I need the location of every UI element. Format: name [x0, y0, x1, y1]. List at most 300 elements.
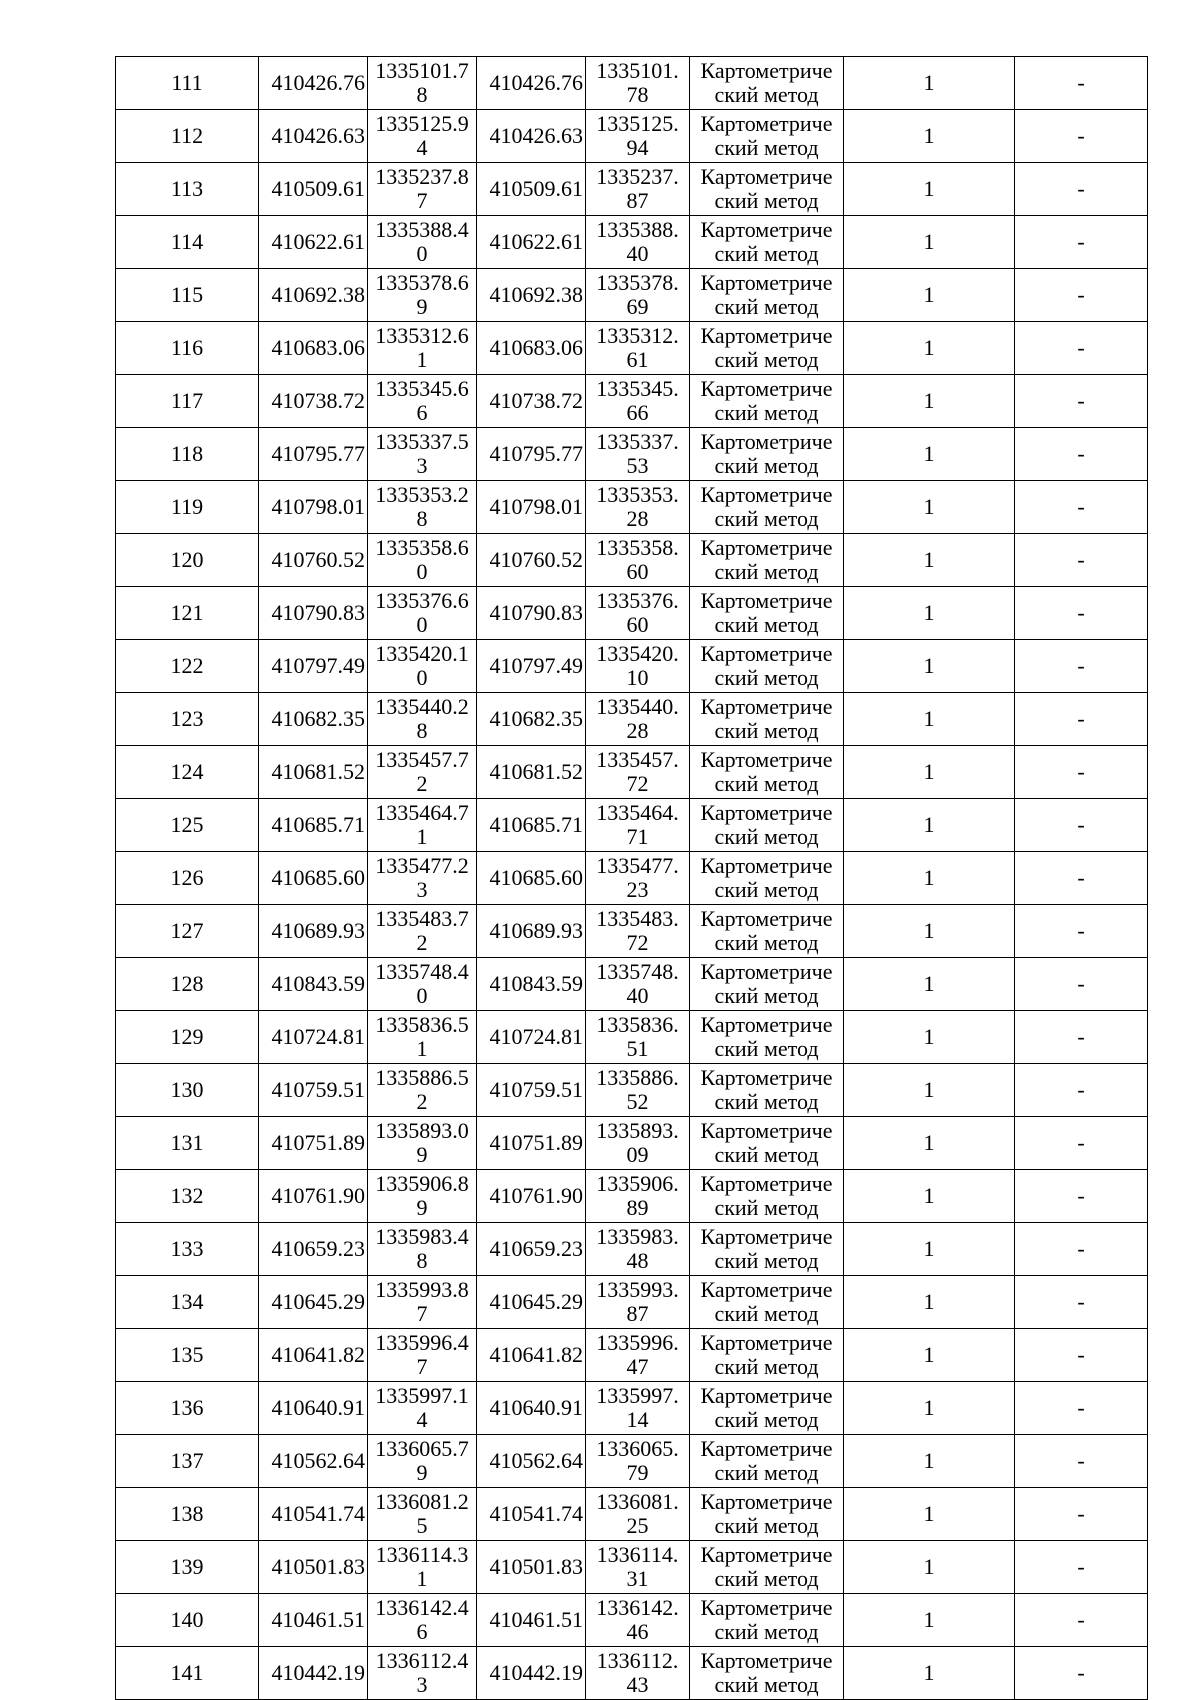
description-cell: -	[1015, 587, 1148, 640]
accuracy-cell: 1	[844, 587, 1015, 640]
x-coordinate-new-cell: 410682.35	[477, 693, 586, 746]
x-coordinate-cell: 410760.52	[259, 534, 368, 587]
method-cell-line-1: Картометриче	[700, 1649, 833, 1673]
y-coordinate-cell	[368, 110, 477, 163]
y-coordinate-new-cell-line-2: 69	[626, 294, 649, 319]
y-coordinate-cell-text	[368, 1278, 476, 1326]
table-row	[116, 1223, 1148, 1276]
method-cell-line-1: Картометриче	[700, 112, 833, 136]
x-coordinate-new-cell: 410501.83	[477, 1541, 586, 1594]
y-coordinate-new-cell-line-2: 23	[626, 877, 649, 902]
table-row	[116, 1329, 1148, 1382]
description-cell: -	[1015, 1594, 1148, 1647]
point-number-cell: 136	[116, 1382, 259, 1435]
y-coordinate-cell-text	[368, 642, 476, 690]
y-coordinate-new-cell	[586, 322, 690, 375]
method-cell-text	[690, 1119, 843, 1167]
point-number-cell: 113	[116, 163, 259, 216]
method-cell-line-2: ский метод	[714, 1619, 819, 1644]
accuracy-cell: 1	[844, 852, 1015, 905]
y-coordinate-cell-line-2: 2	[416, 930, 428, 955]
y-coordinate-cell	[368, 1594, 477, 1647]
y-coordinate-new-cell	[586, 534, 690, 587]
accuracy-cell: 1	[844, 534, 1015, 587]
method-cell	[690, 269, 844, 322]
y-coordinate-cell-text	[368, 1172, 476, 1220]
y-coordinate-new-cell	[586, 1170, 690, 1223]
method-cell-line-2: ский метод	[714, 665, 819, 690]
y-coordinate-cell-line-2: 8	[416, 1248, 428, 1273]
y-coordinate-new-cell-line-2: 87	[626, 1301, 649, 1326]
y-coordinate-new-cell-line-2: 48	[626, 1248, 649, 1273]
y-coordinate-cell-text	[368, 748, 476, 796]
y-coordinate-new-cell	[586, 693, 690, 746]
y-coordinate-cell-text	[368, 1225, 476, 1273]
y-coordinate-cell-line-1: 1335748.4	[375, 960, 469, 984]
point-number-cell: 125	[116, 799, 259, 852]
y-coordinate-new-cell-line-2: 79	[626, 1460, 649, 1485]
y-coordinate-cell-line-1: 1335353.2	[375, 483, 469, 507]
y-coordinate-cell	[368, 1541, 477, 1594]
y-coordinate-new-cell-line-1: 1335237.	[596, 165, 679, 189]
x-coordinate-cell: 410509.61	[259, 163, 368, 216]
y-coordinate-new-cell-text	[586, 1119, 689, 1167]
y-coordinate-cell-line-1: 1336142.4	[375, 1596, 469, 1620]
method-cell-text	[690, 1649, 843, 1697]
y-coordinate-new-cell-line-1: 1335101.	[596, 59, 679, 83]
method-cell	[690, 1223, 844, 1276]
y-coordinate-cell-text	[368, 112, 476, 160]
x-coordinate-new-cell: 410685.60	[477, 852, 586, 905]
y-coordinate-new-cell-line-1: 1335748.	[596, 960, 679, 984]
accuracy-cell: 1	[844, 1541, 1015, 1594]
description-cell: -	[1015, 958, 1148, 1011]
y-coordinate-new-cell-line-1: 1335353.	[596, 483, 679, 507]
x-coordinate-new-cell: 410760.52	[477, 534, 586, 587]
accuracy-cell: 1	[844, 1329, 1015, 1382]
x-coordinate-cell: 410659.23	[259, 1223, 368, 1276]
y-coordinate-cell-text	[368, 1490, 476, 1538]
y-coordinate-cell	[368, 322, 477, 375]
table-row	[116, 110, 1148, 163]
y-coordinate-new-cell-line-2: 40	[626, 983, 649, 1008]
y-coordinate-cell-line-2: 4	[416, 1407, 428, 1432]
x-coordinate-new-cell: 410692.38	[477, 269, 586, 322]
y-coordinate-new-cell-line-1: 1335337.	[596, 430, 679, 454]
y-coordinate-cell-line-1: 1335483.7	[375, 907, 469, 931]
y-coordinate-cell-line-1: 1336114.3	[375, 1543, 469, 1567]
table-row	[116, 1382, 1148, 1435]
x-coordinate-cell: 410689.93	[259, 905, 368, 958]
point-number-cell: 123	[116, 693, 259, 746]
y-coordinate-new-cell-line-1: 1335893.	[596, 1119, 679, 1143]
x-coordinate-cell: 410683.06	[259, 322, 368, 375]
description-cell: -	[1015, 163, 1148, 216]
y-coordinate-cell	[368, 905, 477, 958]
method-cell-line-1: Картометриче	[700, 1225, 833, 1249]
point-number-cell: 121	[116, 587, 259, 640]
x-coordinate-new-cell: 410640.91	[477, 1382, 586, 1435]
method-cell-text	[690, 536, 843, 584]
method-cell-line-1: Картометриче	[700, 430, 833, 454]
method-cell-text	[690, 165, 843, 213]
y-coordinate-cell-text	[368, 1649, 476, 1697]
method-cell-text	[690, 960, 843, 1008]
description-cell: -	[1015, 375, 1148, 428]
method-cell-text	[690, 907, 843, 955]
x-coordinate-new-cell: 410442.19	[477, 1647, 586, 1700]
y-coordinate-new-cell-line-2: 94	[626, 135, 649, 160]
y-coordinate-cell-line-1: 1335337.5	[375, 430, 469, 454]
description-cell: -	[1015, 1435, 1148, 1488]
y-coordinate-new-cell-line-1: 1335836.	[596, 1013, 679, 1037]
x-coordinate-cell: 410761.90	[259, 1170, 368, 1223]
accuracy-cell: 1	[844, 905, 1015, 958]
y-coordinate-cell-text	[368, 854, 476, 902]
x-coordinate-cell: 410738.72	[259, 375, 368, 428]
y-coordinate-new-cell-line-2: 25	[626, 1513, 649, 1538]
method-cell-line-2: ский метод	[714, 612, 819, 637]
y-coordinate-cell-line-1: 1335886.5	[375, 1066, 469, 1090]
table-row	[116, 1488, 1148, 1541]
y-coordinate-cell-text	[368, 1119, 476, 1167]
x-coordinate-cell: 410759.51	[259, 1064, 368, 1117]
y-coordinate-cell-line-2: 9	[416, 1460, 428, 1485]
description-cell: -	[1015, 57, 1148, 110]
y-coordinate-new-cell-line-2: 43	[626, 1672, 649, 1697]
method-cell	[690, 1170, 844, 1223]
y-coordinate-new-cell	[586, 587, 690, 640]
y-coordinate-cell-line-2: 6	[416, 1619, 428, 1644]
y-coordinate-new-cell	[586, 640, 690, 693]
y-coordinate-new-cell-text	[586, 59, 689, 107]
method-cell-text	[690, 377, 843, 425]
method-cell-line-2: ский метод	[714, 135, 819, 160]
method-cell	[690, 1329, 844, 1382]
y-coordinate-new-cell-text	[586, 801, 689, 849]
point-number-cell: 130	[116, 1064, 259, 1117]
y-coordinate-new-cell-line-1: 1335464.	[596, 801, 679, 825]
y-coordinate-new-cell-line-2: 14	[626, 1407, 649, 1432]
x-coordinate-cell: 410751.89	[259, 1117, 368, 1170]
x-coordinate-new-cell: 410683.06	[477, 322, 586, 375]
table-row	[116, 428, 1148, 481]
y-coordinate-new-cell-text	[586, 748, 689, 796]
method-cell-text	[690, 589, 843, 637]
x-coordinate-cell: 410681.52	[259, 746, 368, 799]
y-coordinate-cell-line-2: 2	[416, 771, 428, 796]
method-cell-line-1: Картометриче	[700, 271, 833, 295]
x-coordinate-new-cell: 410843.59	[477, 958, 586, 1011]
y-coordinate-cell-line-2: 1	[416, 1036, 428, 1061]
point-number-cell: 126	[116, 852, 259, 905]
method-cell-line-2: ский метод	[714, 771, 819, 796]
y-coordinate-new-cell-line-2: 51	[626, 1036, 649, 1061]
y-coordinate-new-cell-line-2: 72	[626, 771, 649, 796]
method-cell	[690, 110, 844, 163]
y-coordinate-cell-line-1: 1335101.7	[375, 59, 469, 83]
y-coordinate-new-cell	[586, 799, 690, 852]
method-cell	[690, 905, 844, 958]
table-row	[116, 1064, 1148, 1117]
y-coordinate-new-cell	[586, 1435, 690, 1488]
method-cell-line-1: Картометриче	[700, 801, 833, 825]
y-coordinate-cell-line-2: 0	[416, 241, 428, 266]
method-cell-line-1: Картометриче	[700, 1596, 833, 1620]
y-coordinate-cell-text	[368, 1013, 476, 1061]
y-coordinate-cell-text	[368, 59, 476, 107]
accuracy-cell: 1	[844, 1223, 1015, 1276]
y-coordinate-cell-line-1: 1335388.4	[375, 218, 469, 242]
y-coordinate-new-cell-text	[586, 536, 689, 584]
description-cell: -	[1015, 640, 1148, 693]
y-coordinate-cell-text	[368, 589, 476, 637]
y-coordinate-cell	[368, 216, 477, 269]
y-coordinate-new-cell	[586, 905, 690, 958]
y-coordinate-new-cell-line-1: 1335483.	[596, 907, 679, 931]
y-coordinate-cell-text	[368, 1384, 476, 1432]
method-cell	[690, 640, 844, 693]
y-coordinate-new-cell	[586, 852, 690, 905]
method-cell-text	[690, 1013, 843, 1061]
method-cell-line-1: Картометриче	[700, 1013, 833, 1037]
x-coordinate-new-cell: 410795.77	[477, 428, 586, 481]
y-coordinate-new-cell-line-2: 87	[626, 188, 649, 213]
method-cell-line-2: ский метод	[714, 1089, 819, 1114]
point-number-cell: 116	[116, 322, 259, 375]
y-coordinate-cell-text	[368, 430, 476, 478]
table-row	[116, 1647, 1148, 1700]
y-coordinate-cell-text	[368, 1543, 476, 1591]
y-coordinate-cell	[368, 428, 477, 481]
y-coordinate-new-cell-text	[586, 695, 689, 743]
y-coordinate-cell-line-2: 9	[416, 294, 428, 319]
accuracy-cell: 1	[844, 322, 1015, 375]
y-coordinate-cell-text	[368, 1437, 476, 1485]
y-coordinate-cell-text	[368, 1066, 476, 1114]
x-coordinate-new-cell: 410738.72	[477, 375, 586, 428]
y-coordinate-cell	[368, 481, 477, 534]
method-cell-text	[690, 1066, 843, 1114]
y-coordinate-new-cell	[586, 269, 690, 322]
method-cell-text	[690, 748, 843, 796]
method-cell-text	[690, 695, 843, 743]
method-cell	[690, 958, 844, 1011]
y-coordinate-cell-line-2: 0	[416, 665, 428, 690]
method-cell-text	[690, 324, 843, 372]
method-cell-line-2: ский метод	[714, 82, 819, 107]
y-coordinate-cell-line-1: 1336112.4	[375, 1649, 469, 1673]
point-number-cell: 138	[116, 1488, 259, 1541]
y-coordinate-cell-line-2: 3	[416, 453, 428, 478]
method-cell-line-1: Картометриче	[700, 324, 833, 348]
y-coordinate-cell	[368, 1329, 477, 1382]
y-coordinate-cell-line-1: 1335464.7	[375, 801, 469, 825]
y-coordinate-new-cell-text	[586, 218, 689, 266]
y-coordinate-cell	[368, 1488, 477, 1541]
y-coordinate-new-cell	[586, 1488, 690, 1541]
method-cell-line-1: Картометриче	[700, 377, 833, 401]
description-cell: -	[1015, 905, 1148, 958]
method-cell-line-2: ский метод	[714, 718, 819, 743]
y-coordinate-cell-text	[368, 324, 476, 372]
y-coordinate-cell	[368, 163, 477, 216]
table-row	[116, 1276, 1148, 1329]
table-row	[116, 1117, 1148, 1170]
x-coordinate-cell: 410442.19	[259, 1647, 368, 1700]
point-number-cell: 139	[116, 1541, 259, 1594]
y-coordinate-new-cell-line-2: 71	[626, 824, 649, 849]
method-cell	[690, 1064, 844, 1117]
method-cell-line-2: ский метод	[714, 1354, 819, 1379]
point-number-cell: 133	[116, 1223, 259, 1276]
y-coordinate-new-cell-text	[586, 589, 689, 637]
y-coordinate-new-cell-line-2: 28	[626, 718, 649, 743]
y-coordinate-new-cell-line-1: 1335440.	[596, 695, 679, 719]
method-cell	[690, 1541, 844, 1594]
y-coordinate-new-cell	[586, 1594, 690, 1647]
description-cell: -	[1015, 1329, 1148, 1382]
description-cell: -	[1015, 110, 1148, 163]
y-coordinate-new-cell-text	[586, 377, 689, 425]
point-number-cell: 132	[116, 1170, 259, 1223]
y-coordinate-new-cell	[586, 1117, 690, 1170]
x-coordinate-cell: 410640.91	[259, 1382, 368, 1435]
y-coordinate-new-cell-text	[586, 1172, 689, 1220]
y-coordinate-new-cell-line-1: 1335312.	[596, 324, 679, 348]
point-number-cell: 124	[116, 746, 259, 799]
y-coordinate-cell-line-1: 1335312.6	[375, 324, 469, 348]
table-row	[116, 640, 1148, 693]
description-cell: -	[1015, 1541, 1148, 1594]
y-coordinate-cell-line-1: 1335440.2	[375, 695, 469, 719]
accuracy-cell: 1	[844, 375, 1015, 428]
y-coordinate-cell-line-2: 7	[416, 1354, 428, 1379]
accuracy-cell: 1	[844, 269, 1015, 322]
table-row	[116, 746, 1148, 799]
y-coordinate-cell-line-2: 0	[416, 559, 428, 584]
y-coordinate-new-cell	[586, 958, 690, 1011]
x-coordinate-new-cell: 410622.61	[477, 216, 586, 269]
x-coordinate-cell: 410461.51	[259, 1594, 368, 1647]
method-cell	[690, 428, 844, 481]
method-cell-line-2: ский метод	[714, 824, 819, 849]
y-coordinate-cell-line-1: 1335125.9	[375, 112, 469, 136]
method-cell-line-1: Картометриче	[700, 165, 833, 189]
method-cell-line-1: Картометриче	[700, 1172, 833, 1196]
y-coordinate-cell-text	[368, 536, 476, 584]
y-coordinate-new-cell-line-2: 89	[626, 1195, 649, 1220]
y-coordinate-new-cell-line-2: 53	[626, 453, 649, 478]
y-coordinate-cell	[368, 1011, 477, 1064]
method-cell-line-1: Картометриче	[700, 1119, 833, 1143]
method-cell-text	[690, 1331, 843, 1379]
table-row	[116, 163, 1148, 216]
y-coordinate-new-cell-line-1: 1336114.	[596, 1543, 679, 1567]
y-coordinate-new-cell	[586, 1647, 690, 1700]
x-coordinate-new-cell: 410426.76	[477, 57, 586, 110]
table-row	[116, 587, 1148, 640]
y-coordinate-cell-line-2: 2	[416, 1089, 428, 1114]
method-cell-line-2: ский метод	[714, 400, 819, 425]
y-coordinate-new-cell-text	[586, 165, 689, 213]
accuracy-cell: 1	[844, 958, 1015, 1011]
y-coordinate-new-cell	[586, 1276, 690, 1329]
x-coordinate-cell: 410685.60	[259, 852, 368, 905]
y-coordinate-new-cell	[586, 1223, 690, 1276]
y-coordinate-new-cell	[586, 57, 690, 110]
y-coordinate-new-cell-text	[586, 1331, 689, 1379]
x-coordinate-new-cell: 410761.90	[477, 1170, 586, 1223]
method-cell-line-2: ский метод	[714, 983, 819, 1008]
description-cell: -	[1015, 1223, 1148, 1276]
description-cell: -	[1015, 852, 1148, 905]
y-coordinate-new-cell-line-2: 46	[626, 1619, 649, 1644]
table-row	[116, 905, 1148, 958]
y-coordinate-cell-line-2: 9	[416, 1195, 428, 1220]
method-cell-text	[690, 1543, 843, 1591]
y-coordinate-cell-line-1: 1335345.6	[375, 377, 469, 401]
x-coordinate-cell: 410562.64	[259, 1435, 368, 1488]
description-cell: -	[1015, 481, 1148, 534]
y-coordinate-cell-line-2: 0	[416, 983, 428, 1008]
point-number-cell: 141	[116, 1647, 259, 1700]
point-number-cell: 117	[116, 375, 259, 428]
method-cell-text	[690, 1225, 843, 1273]
x-coordinate-new-cell: 410685.71	[477, 799, 586, 852]
y-coordinate-cell	[368, 693, 477, 746]
table-row	[116, 216, 1148, 269]
y-coordinate-cell	[368, 534, 477, 587]
y-coordinate-cell	[368, 1117, 477, 1170]
y-coordinate-new-cell-line-1: 1335997.	[596, 1384, 679, 1408]
y-coordinate-cell-line-1: 1335358.6	[375, 536, 469, 560]
y-coordinate-new-cell-text	[586, 1013, 689, 1061]
y-coordinate-new-cell-line-1: 1336081.	[596, 1490, 679, 1514]
description-cell: -	[1015, 799, 1148, 852]
accuracy-cell: 1	[844, 428, 1015, 481]
x-coordinate-cell: 410541.74	[259, 1488, 368, 1541]
y-coordinate-cell-text	[368, 483, 476, 531]
y-coordinate-new-cell-line-1: 1335358.	[596, 536, 679, 560]
y-coordinate-new-cell-line-2: 60	[626, 612, 649, 637]
x-coordinate-cell: 410790.83	[259, 587, 368, 640]
y-coordinate-new-cell-line-2: 47	[626, 1354, 649, 1379]
method-cell-line-2: ский метод	[714, 1248, 819, 1273]
method-cell-line-2: ский метод	[714, 1407, 819, 1432]
y-coordinate-new-cell-line-2: 78	[626, 82, 649, 107]
y-coordinate-new-cell	[586, 1064, 690, 1117]
x-coordinate-new-cell: 410751.89	[477, 1117, 586, 1170]
y-coordinate-cell-text	[368, 907, 476, 955]
accuracy-cell: 1	[844, 1011, 1015, 1064]
y-coordinate-cell-line-1: 1335376.6	[375, 589, 469, 613]
y-coordinate-new-cell-text	[586, 642, 689, 690]
method-cell-text	[690, 854, 843, 902]
method-cell-line-1: Картометриче	[700, 1331, 833, 1355]
y-coordinate-cell-line-1: 1336081.2	[375, 1490, 469, 1514]
description-cell: -	[1015, 1170, 1148, 1223]
accuracy-cell: 1	[844, 1170, 1015, 1223]
x-coordinate-cell: 410426.63	[259, 110, 368, 163]
method-cell-text	[690, 271, 843, 319]
y-coordinate-cell-line-2: 7	[416, 188, 428, 213]
accuracy-cell: 1	[844, 163, 1015, 216]
point-number-cell: 129	[116, 1011, 259, 1064]
accuracy-cell: 1	[844, 481, 1015, 534]
x-coordinate-new-cell: 410541.74	[477, 1488, 586, 1541]
y-coordinate-new-cell-line-2: 40	[626, 241, 649, 266]
